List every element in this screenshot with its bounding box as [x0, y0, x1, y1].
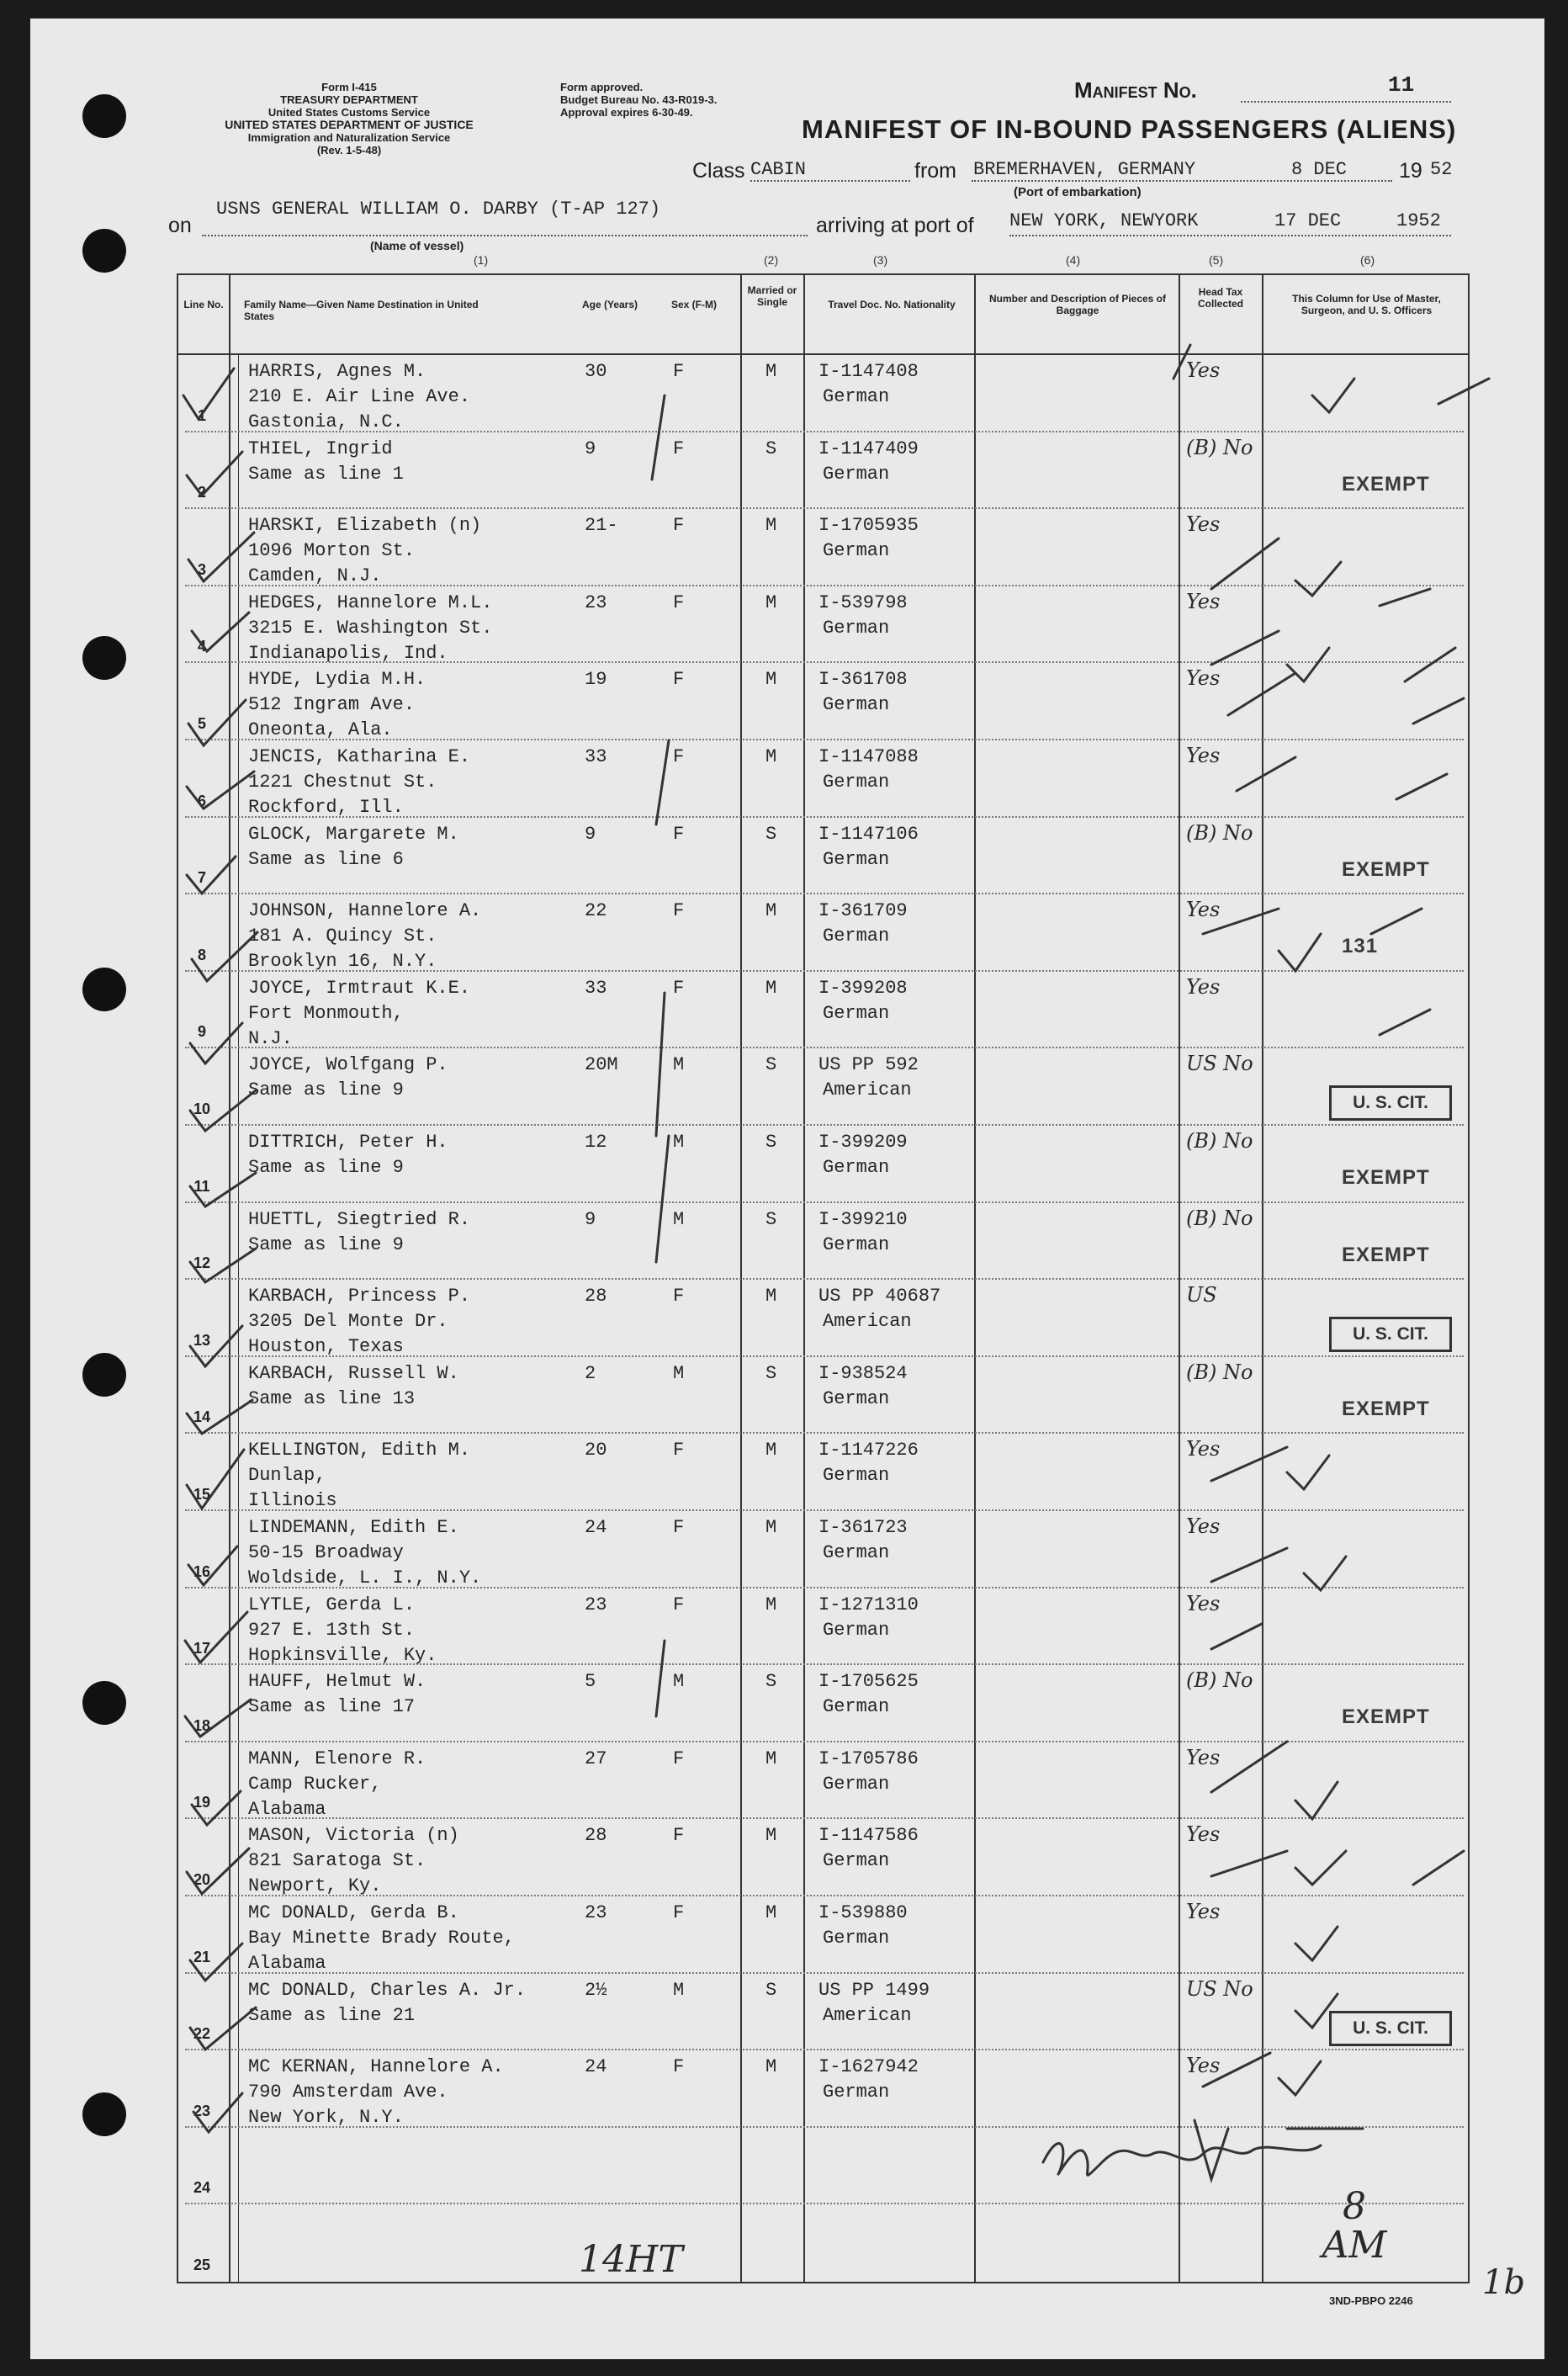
passenger-address: Same as line 9 [248, 1157, 404, 1178]
nationality: German [823, 772, 890, 793]
form-service: United States Customs Service [268, 106, 431, 119]
line-number: 2 [197, 484, 206, 501]
vessel-caption: (Name of vessel) [370, 239, 464, 252]
passenger-marital: M [765, 1748, 777, 1769]
passenger-sex: F [673, 591, 685, 613]
passenger-address: 181 A. Quincy St. [248, 925, 437, 947]
passenger-city: Camden, N.J. [248, 565, 382, 587]
passenger-age: 23 [585, 1902, 607, 1923]
passenger-address: Same as line 9 [248, 1233, 404, 1255]
line-number: 20 [193, 1871, 211, 1888]
nationality: German [823, 1928, 890, 1949]
passenger-city: Rockford, Ill. [248, 797, 404, 818]
us-citizen-stamp: U. S. CIT. [1329, 2011, 1452, 2046]
passenger-sex: M [673, 1671, 685, 1693]
nationality: German [823, 2082, 890, 2103]
passenger-address: Camp Rucker, [248, 1773, 382, 1795]
line-number: 13 [193, 1331, 211, 1349]
passenger-city: Alabama [248, 1798, 326, 1820]
nationality: German [823, 925, 890, 947]
year-suffix: 52 [1430, 159, 1453, 180]
line-number: 15 [193, 1486, 211, 1503]
exempt-stamp: EXEMPT [1342, 1243, 1430, 1266]
line-number: 16 [193, 1562, 211, 1580]
line-number: 7 [197, 869, 206, 887]
head-tax-mark: (B) No [1186, 1129, 1253, 1153]
line-number: 1 [197, 406, 206, 424]
passenger-marital: S [765, 1979, 777, 2001]
passenger-marital: M [765, 977, 777, 999]
nationality: German [823, 694, 890, 716]
head-tax-mark: (B) No [1186, 1668, 1253, 1693]
travel-doc-number: I-1147088 [818, 746, 919, 767]
passenger-marital: S [765, 1671, 777, 1693]
passenger-city: Indianapolis, Ind. [248, 642, 448, 664]
travel-doc-number: I-539798 [818, 591, 908, 613]
passenger-city: Newport, Ky. [248, 1875, 382, 1897]
line-number: 11 [193, 1177, 210, 1195]
page-title: MANIFEST OF IN-BOUND PASSENGERS (ALIENS) [802, 114, 1457, 144]
passenger-name: LINDEMANN, Edith E. [248, 1517, 459, 1538]
line-number: 14 [193, 1408, 211, 1426]
passenger-marital: M [765, 1594, 777, 1615]
passenger-age: 33 [585, 977, 607, 999]
form-dept: TREASURY DEPARTMENT [280, 93, 418, 106]
passenger-name: MANN, Elenore R. [248, 1748, 426, 1769]
passenger-marital: M [765, 591, 777, 613]
nationality: German [823, 617, 890, 639]
nationality: American [823, 2004, 912, 2026]
nationality: German [823, 1465, 890, 1487]
passenger-name: LYTLE, Gerda L. [248, 1594, 416, 1615]
passenger-sex: F [673, 438, 685, 459]
passenger-address: Fort Monmouth, [248, 1002, 404, 1024]
passenger-address: Same as line 1 [248, 463, 404, 485]
passenger-age: 24 [585, 2056, 607, 2078]
passenger-sex: F [673, 1748, 685, 1769]
travel-doc-number: I-1705625 [818, 1671, 919, 1693]
travel-doc-number: I-1147408 [818, 361, 919, 382]
line-number: 6 [197, 792, 206, 809]
arrival-date: 17 DEC [1274, 210, 1342, 231]
passenger-marital: M [765, 669, 777, 691]
from-label: from [914, 159, 956, 183]
passenger-marital: S [765, 1054, 777, 1076]
travel-doc-number: US PP 592 [818, 1054, 919, 1076]
us-citizen-stamp: U. S. CIT. [1329, 1085, 1452, 1121]
line-number: 17 [193, 1640, 211, 1657]
head-tax-mark: Yes [1186, 589, 1221, 613]
passenger-marital: M [765, 900, 777, 922]
passenger-age: 2 [585, 1362, 596, 1384]
head-tax-mark: Yes [1186, 1822, 1221, 1847]
passenger-age: 23 [585, 1594, 607, 1615]
officer-note: 131 [1342, 935, 1379, 958]
passenger-name: JOYCE, Irmtraut K.E. [248, 977, 471, 999]
passenger-sex: F [673, 1825, 685, 1847]
passenger-name: KARBACH, Princess P. [248, 1286, 471, 1307]
handwritten-note-14ht: 14HT [579, 2238, 683, 2281]
head-tax-mark: Yes [1186, 1437, 1221, 1461]
header-officers: This Column for Use of Master, Surgeon, and U. S. Officers [1292, 293, 1441, 316]
head-tax-mark: Yes [1186, 1591, 1221, 1615]
passenger-marital: M [765, 361, 777, 382]
class-value: CABIN [750, 159, 807, 180]
column-number: (2) [764, 253, 779, 267]
passenger-sex: F [673, 2056, 685, 2078]
nationality: German [823, 1002, 890, 1024]
nationality: German [823, 463, 890, 485]
passenger-city: Brooklyn 16, N.Y. [248, 951, 437, 973]
passenger-sex: F [673, 1517, 685, 1538]
passenger-age: 22 [585, 900, 607, 922]
travel-doc-number: I-938524 [818, 1362, 908, 1384]
passenger-sex: F [673, 515, 685, 537]
passenger-age: 20 [585, 1440, 607, 1461]
head-tax-mark: Yes [1186, 1900, 1221, 1923]
class-label: Class [692, 159, 745, 183]
passenger-name: HUETTL, Siegtried R. [248, 1208, 471, 1230]
passenger-sex: F [673, 1902, 685, 1923]
column-number: (6) [1360, 253, 1375, 267]
line-number: 23 [193, 2102, 211, 2119]
head-tax-mark: Yes [1186, 666, 1221, 691]
passenger-sex: M [673, 1054, 685, 1076]
header-name: Family Name—Given Name Destination in United States [244, 299, 479, 322]
exempt-stamp: EXEMPT [1342, 472, 1430, 496]
line-number: 10 [193, 1100, 211, 1117]
passenger-address: 1221 Chestnut St. [248, 772, 437, 793]
line-number: 3 [197, 560, 206, 578]
travel-doc-number: US PP 1499 [818, 1979, 930, 2001]
passenger-city: Houston, Texas [248, 1336, 404, 1358]
travel-doc-number: US PP 40687 [818, 1286, 941, 1307]
passenger-address: 1096 Morton St. [248, 540, 416, 562]
column-number: (5) [1209, 253, 1224, 267]
travel-doc-number: I-1627942 [818, 2056, 919, 2078]
passenger-name: HAUFF, Helmut W. [248, 1671, 426, 1693]
travel-doc-number: I-399208 [818, 977, 908, 999]
passenger-name: HARSKI, Elizabeth (n) [248, 515, 482, 537]
approval-line: Form approved. [560, 81, 644, 93]
handwritten-page-number: 1b [1482, 2263, 1526, 2302]
passenger-marital: S [765, 823, 777, 845]
passenger-sex: F [673, 1286, 685, 1307]
passenger-sex: F [673, 823, 685, 845]
travel-doc-number: I-539880 [818, 1902, 908, 1923]
travel-doc-number: I-1705935 [818, 515, 919, 537]
head-tax-mark: Yes [1186, 1745, 1221, 1769]
passenger-sex: F [673, 669, 685, 691]
from-value: BREMERHAVEN, GERMANY [973, 159, 1196, 180]
passenger-address: Same as line 17 [248, 1696, 416, 1718]
passenger-name: JOHNSON, Hannelore A. [248, 900, 482, 922]
passenger-address: Same as line 6 [248, 848, 404, 870]
nationality: German [823, 1619, 890, 1641]
nationality: German [823, 1542, 890, 1563]
nationality: American [823, 1079, 912, 1101]
nationality: German [823, 386, 890, 407]
passenger-age: 33 [585, 746, 607, 767]
passenger-marital: M [765, 746, 777, 767]
header-travel-doc: Travel Doc. No. Nationality [828, 299, 956, 310]
travel-doc-number: I-361709 [818, 900, 908, 922]
passenger-marital: S [765, 1132, 777, 1153]
head-tax-mark: Yes [1186, 2054, 1221, 2078]
passenger-address: 50-15 Broadway [248, 1542, 404, 1563]
passenger-address: 210 E. Air Line Ave. [248, 386, 471, 407]
exempt-stamp: EXEMPT [1342, 1397, 1430, 1420]
header-married: Married or Single [747, 284, 797, 308]
passenger-name: HEDGES, Hannelore M.L. [248, 591, 493, 613]
passenger-address: 3215 E. Washington St. [248, 617, 493, 639]
head-tax-mark: (B) No [1186, 1360, 1253, 1384]
column-number: (4) [1066, 253, 1081, 267]
port-caption: (Port of embarkation) [1014, 185, 1142, 199]
passenger-address: Dunlap, [248, 1465, 326, 1487]
passenger-sex: M [673, 1132, 685, 1153]
passenger-name: MC DONALD, Charles A. Jr. [248, 1979, 527, 2001]
line-number: 5 [197, 715, 206, 732]
passenger-age: 5 [585, 1671, 596, 1693]
column-number: (3) [873, 253, 888, 267]
passenger-address: Bay Minette Brady Route, [248, 1928, 515, 1949]
travel-doc-number: I-399209 [818, 1132, 908, 1153]
passenger-sex: F [673, 746, 685, 767]
passenger-name: JENCIS, Katharina E. [248, 746, 471, 767]
on-label: on [168, 214, 192, 237]
passenger-sex: F [673, 361, 685, 382]
nationality: German [823, 1696, 890, 1718]
passenger-city: Alabama [248, 1953, 326, 1974]
head-tax-mark: (B) No [1186, 435, 1253, 459]
header-baggage: Number and Description of Pieces of Baggage [988, 293, 1167, 316]
passenger-address: 927 E. 13th St. [248, 1619, 416, 1641]
exempt-stamp: EXEMPT [1342, 1166, 1430, 1189]
form-ins: Immigration and Naturalization Service [247, 131, 451, 144]
passenger-address: 3205 Del Monte Dr. [248, 1311, 448, 1333]
passenger-city: Hopkinsville, Ky. [248, 1644, 437, 1666]
passenger-age: 9 [585, 1208, 596, 1230]
passenger-sex: M [673, 1979, 685, 2001]
passenger-city: Oneonta, Ala. [248, 719, 393, 741]
head-tax-mark: Yes [1186, 744, 1221, 767]
nationality: German [823, 1233, 890, 1255]
line-number: 8 [197, 946, 206, 963]
nationality: German [823, 1850, 890, 1872]
passenger-age: 2½ [585, 1979, 607, 2001]
passenger-name: GLOCK, Margarete M. [248, 823, 459, 845]
head-tax-mark: Yes [1186, 974, 1221, 999]
passenger-city: Woldside, L. I., N.Y. [248, 1567, 482, 1588]
passenger-sex: M [673, 1208, 685, 1230]
passenger-name: JOYCE, Wolfgang P. [248, 1054, 448, 1076]
head-tax-mark: (B) No [1186, 820, 1253, 845]
passenger-age: 23 [585, 591, 607, 613]
passenger-marital: S [765, 1362, 777, 1384]
passenger-marital: M [765, 2056, 777, 2078]
header-sex: Sex (F-M) [671, 299, 717, 310]
head-tax-mark: US [1186, 1283, 1217, 1307]
passenger-age: 9 [585, 438, 596, 459]
passenger-city: N.J. [248, 1027, 293, 1049]
nationality: German [823, 540, 890, 562]
header-age: Age (Years) [581, 299, 638, 310]
line-number: 24 [193, 2179, 211, 2197]
passenger-age: 28 [585, 1286, 607, 1307]
passenger-marital: S [765, 438, 777, 459]
line-number: 22 [193, 2025, 211, 2043]
nationality: German [823, 848, 890, 870]
year-prefix: 19 [1399, 159, 1422, 183]
passenger-age: 30 [585, 361, 607, 382]
passenger-marital: M [765, 1517, 777, 1538]
nationality: German [823, 1157, 890, 1178]
passenger-sex: F [673, 1440, 685, 1461]
travel-doc-number: I-1271310 [818, 1594, 919, 1615]
passenger-city: Gastonia, N.C. [248, 411, 404, 432]
from-date: 8 DEC [1291, 159, 1348, 180]
passenger-age: 21- [585, 515, 618, 537]
handwritten-time: 8 AM [1322, 2185, 1387, 2267]
line-number: 25 [193, 2257, 211, 2273]
passenger-name: MC DONALD, Gerda B. [248, 1902, 459, 1923]
passenger-marital: M [765, 515, 777, 537]
passenger-marital: M [765, 1286, 777, 1307]
line-number: 18 [193, 1716, 211, 1734]
passenger-name: KARBACH, Russell W. [248, 1362, 459, 1384]
travel-doc-number: I-361708 [818, 669, 908, 691]
arrival-port: NEW YORK, NEWYORK [1009, 210, 1199, 231]
travel-doc-number: I-1147226 [818, 1440, 919, 1461]
nationality: German [823, 1773, 890, 1795]
passenger-address: 512 Ingram Ave. [248, 694, 416, 716]
travel-doc-number: I-399210 [818, 1208, 908, 1230]
passenger-age: 27 [585, 1748, 607, 1769]
arrival-year: 1952 [1396, 210, 1441, 231]
vessel-name: USNS GENERAL WILLIAM O. DARBY (T-AP 127) [216, 199, 661, 220]
form-rev: (Rev. 1-5-48) [316, 144, 382, 156]
passenger-name: MASON, Victoria (n) [248, 1825, 459, 1847]
passenger-age: 20M [585, 1054, 618, 1076]
travel-doc-number: I-1147106 [818, 823, 919, 845]
approval-line: Budget Bureau No. 43-R019-3. [560, 93, 718, 106]
travel-doc-number: I-1705786 [818, 1748, 919, 1769]
passenger-marital: S [765, 1208, 777, 1230]
header-head-tax: Head Tax Collected [1197, 286, 1243, 310]
passenger-sex: M [673, 1362, 685, 1384]
travel-doc-number: I-361723 [818, 1517, 908, 1538]
nationality: American [823, 1311, 912, 1333]
travel-doc-number: I-1147409 [818, 438, 919, 459]
head-tax-mark: US No [1186, 1052, 1253, 1076]
passenger-age: 9 [585, 823, 596, 845]
head-tax-mark: US No [1186, 1976, 1253, 2001]
head-tax-mark: (B) No [1186, 1206, 1253, 1230]
passenger-sex: F [673, 900, 685, 922]
passenger-marital: M [765, 1902, 777, 1923]
line-number: 19 [193, 1794, 211, 1811]
us-citizen-stamp: U. S. CIT. [1329, 1317, 1452, 1352]
exempt-stamp: EXEMPT [1342, 857, 1430, 881]
passenger-address: 790 Amsterdam Ave. [248, 2082, 448, 2103]
line-number: 4 [197, 638, 206, 655]
column-number: (1) [474, 253, 489, 267]
nationality: German [823, 1387, 890, 1409]
passenger-city: New York, N.Y. [248, 2107, 404, 2129]
passenger-address: Same as line 21 [248, 2004, 416, 2026]
passenger-city: Illinois [248, 1490, 337, 1512]
passenger-address: Same as line 9 [248, 1079, 404, 1101]
footer-code: 3ND-PBPO 2246 [1329, 2294, 1413, 2307]
passenger-name: HARRIS, Agnes M. [248, 361, 426, 382]
line-number: 12 [193, 1254, 211, 1272]
passenger-name: DITTRICH, Peter H. [248, 1132, 448, 1153]
exempt-stamp: EXEMPT [1342, 1705, 1430, 1729]
head-tax-mark: Yes [1186, 358, 1221, 382]
passenger-sex: F [673, 977, 685, 999]
passenger-age: 19 [585, 669, 607, 691]
manifest-no-value: 11 [1388, 72, 1415, 98]
passenger-age: 24 [585, 1517, 607, 1538]
line-number: 21 [193, 1948, 211, 1965]
passenger-name: THIEL, Ingrid [248, 438, 393, 459]
passenger-address: 821 Saratoga St. [248, 1850, 426, 1872]
passenger-address: Same as line 13 [248, 1387, 416, 1409]
passenger-age: 12 [585, 1132, 607, 1153]
passenger-marital: M [765, 1825, 777, 1847]
manifest-no-label: Manifest No. [1074, 77, 1197, 103]
head-tax-mark: Yes [1186, 898, 1221, 922]
passenger-marital: M [765, 1440, 777, 1461]
head-tax-mark: Yes [1186, 1514, 1221, 1538]
form-number: Form I-415 [321, 81, 377, 93]
head-tax-mark: Yes [1186, 512, 1221, 537]
line-number: 9 [197, 1023, 206, 1041]
passenger-name: HYDE, Lydia M.H. [248, 669, 426, 691]
form-doj: UNITED STATES DEPARTMENT OF JUSTICE [225, 118, 474, 131]
approval-line: Approval expires 6-30-49. [560, 106, 693, 119]
header-line-no: Line No. [183, 299, 224, 310]
arriving-label: arriving at port of [816, 214, 974, 237]
travel-doc-number: I-1147586 [818, 1825, 919, 1847]
passenger-name: MC KERNAN, Hannelore A. [248, 2056, 504, 2078]
passenger-name: KELLINGTON, Edith M. [248, 1440, 471, 1461]
passenger-age: 28 [585, 1825, 607, 1847]
passenger-sex: F [673, 1594, 685, 1615]
